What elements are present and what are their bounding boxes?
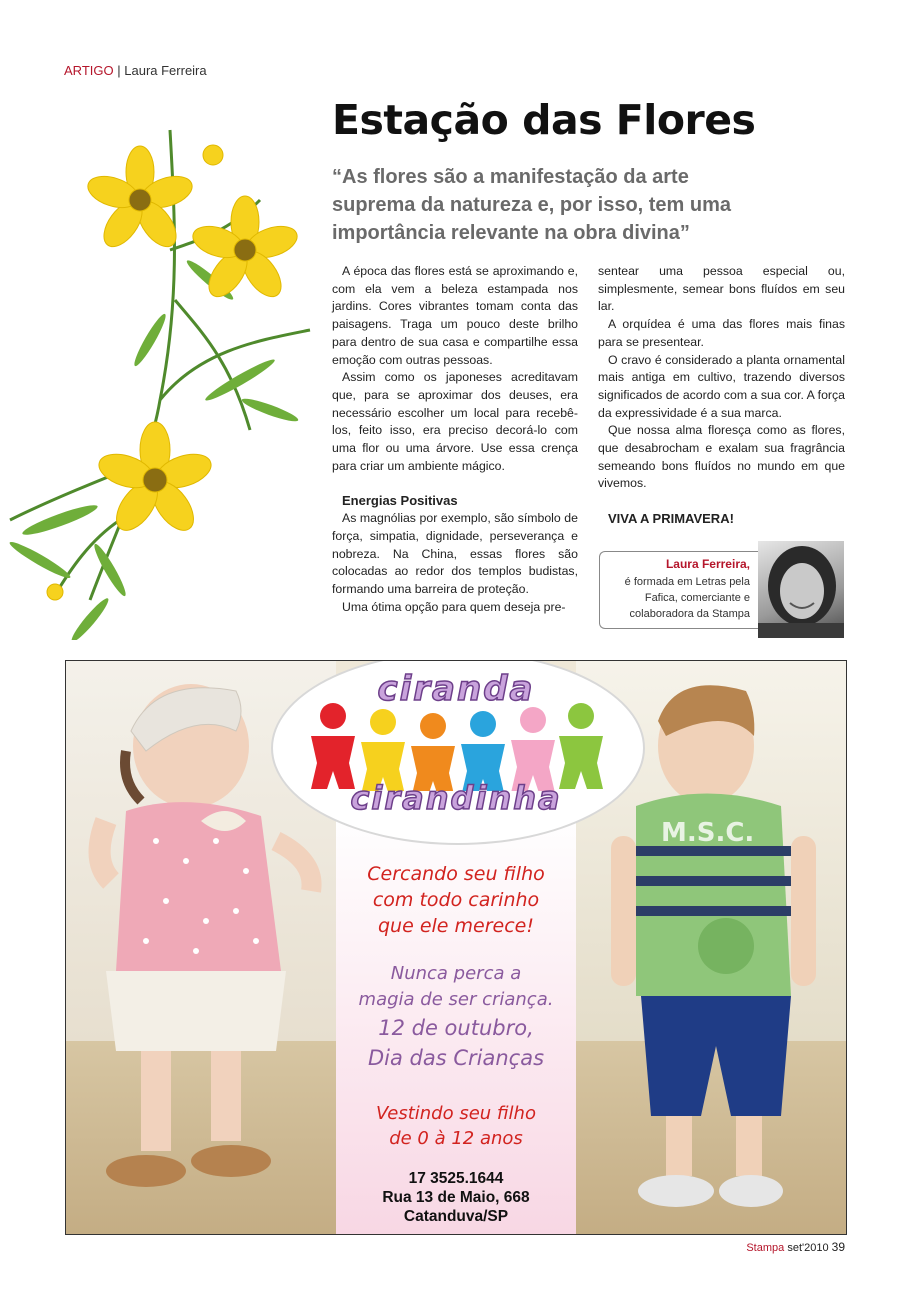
author-bio-line: colaboradora da Stampa — [629, 608, 750, 620]
ad-slogan-line: que ele merece! — [378, 915, 534, 937]
page-footer — [746, 1240, 845, 1254]
footer-magazine: Stampa — [746, 1242, 785, 1254]
author-bio-line: é formada em Letras pela — [624, 576, 750, 588]
yellow-flower-illustration — [0, 100, 330, 640]
article-column-left — [332, 263, 578, 616]
ad-ages-line: de 0 à 12 anos — [389, 1128, 523, 1149]
ad-magic-line: 12 de outubro, — [378, 1016, 534, 1040]
page-number: 39 — [831, 1240, 845, 1254]
author-bio — [625, 574, 750, 622]
ad-slogan-line: com todo carinho — [372, 889, 540, 911]
ad-brand-top: ciranda — [377, 669, 535, 709]
ad-slogan — [336, 861, 576, 939]
ad-magic-text — [336, 961, 576, 1073]
advertisement — [65, 660, 847, 1235]
header-author: Laura Ferreira — [124, 63, 207, 78]
section-label: ARTIGO — [64, 63, 114, 78]
footer-issue: set'2010 — [787, 1242, 829, 1254]
article-title: Estação das Flores — [332, 96, 756, 144]
ad-slogan-line: Cercando seu filho — [367, 863, 545, 885]
section-separator: | — [117, 63, 121, 78]
paragraph: sentear uma pessoa especial ou, simplesmente, semear bons fluídos em seu lar. — [598, 264, 845, 314]
author-name: Laura Ferreira, — [665, 557, 750, 571]
paragraph: A época das flores está se aproximando e, com ela vem a beleza estampada nos jardins. Cores vibrantes tomam conta das paisagens. Traga um pouco deste brilho para dentro de sua casa e compartilhe essa emoção com outras pessoas. — [332, 264, 578, 367]
paragraph: Assim como os japoneses acreditavam que, para se aproximar dos deuses, era necessário escolher um local para recebê-los, feito isso, era preciso decorá-lo com uma flor ou uma árvore. Use essa crença para criar um ambiente mágico. — [332, 370, 578, 473]
ad-contact — [336, 1169, 576, 1226]
section-tag — [64, 63, 207, 78]
paragraph: A orquídea é uma das flores mais finas para se presentear. — [598, 317, 845, 349]
paragraph: As magnólias por exemplo, são símbolo de força, simpatia, dignidade, perseverança e nobreza. Na China, essas flores são colocadas ao redor dos templos budistas, formando uma barreira de proteção. — [332, 511, 578, 596]
author-photo — [758, 541, 844, 638]
subheading: Energias Positivas — [342, 493, 458, 509]
ad-brand-bottom: cirandinha — [350, 779, 562, 817]
paragraph: Que nossa alma floresça como as flores, que desabrocham e exalam sua fragrância semeando bons fluídos no mundo em que vivemos. — [598, 423, 845, 491]
ad-phone: 17 3525.1644 — [408, 1170, 504, 1187]
ad-magic-line: Nunca perca a — [390, 963, 522, 984]
article-quote: “As flores são a manifestação da arte suprema da natureza e, por isso, tem uma importância relevante na obra divina” — [332, 166, 732, 244]
author-bio-line: Fafica, comerciante e — [644, 592, 750, 604]
ad-city: Catanduva/SP — [403, 1208, 509, 1225]
paragraph: O cravo é considerado a planta ornamental mais antiga em cultivo, trazendo diversos significados de acordo com a sua cor. A força da expressividade é a sua marca. — [598, 352, 845, 420]
shirt-text: M.S.C. — [661, 818, 755, 848]
author-box — [599, 551, 758, 629]
article-column-right — [598, 263, 845, 528]
ad-address: Rua 13 de Maio, 668 — [382, 1189, 530, 1206]
paragraph: Uma ótima opção para quem deseja pre- — [342, 599, 566, 614]
ad-ages-text — [336, 1101, 576, 1151]
ad-magic-line: Dia das Crianças — [367, 1046, 545, 1070]
ad-logo-children-figures — [301, 701, 611, 791]
ad-magic-line: magia de ser criança. — [358, 989, 554, 1010]
closing-line: VIVA A PRIMAVERA! — [608, 511, 734, 527]
ad-ages-line: Vestindo seu filho — [376, 1103, 536, 1124]
